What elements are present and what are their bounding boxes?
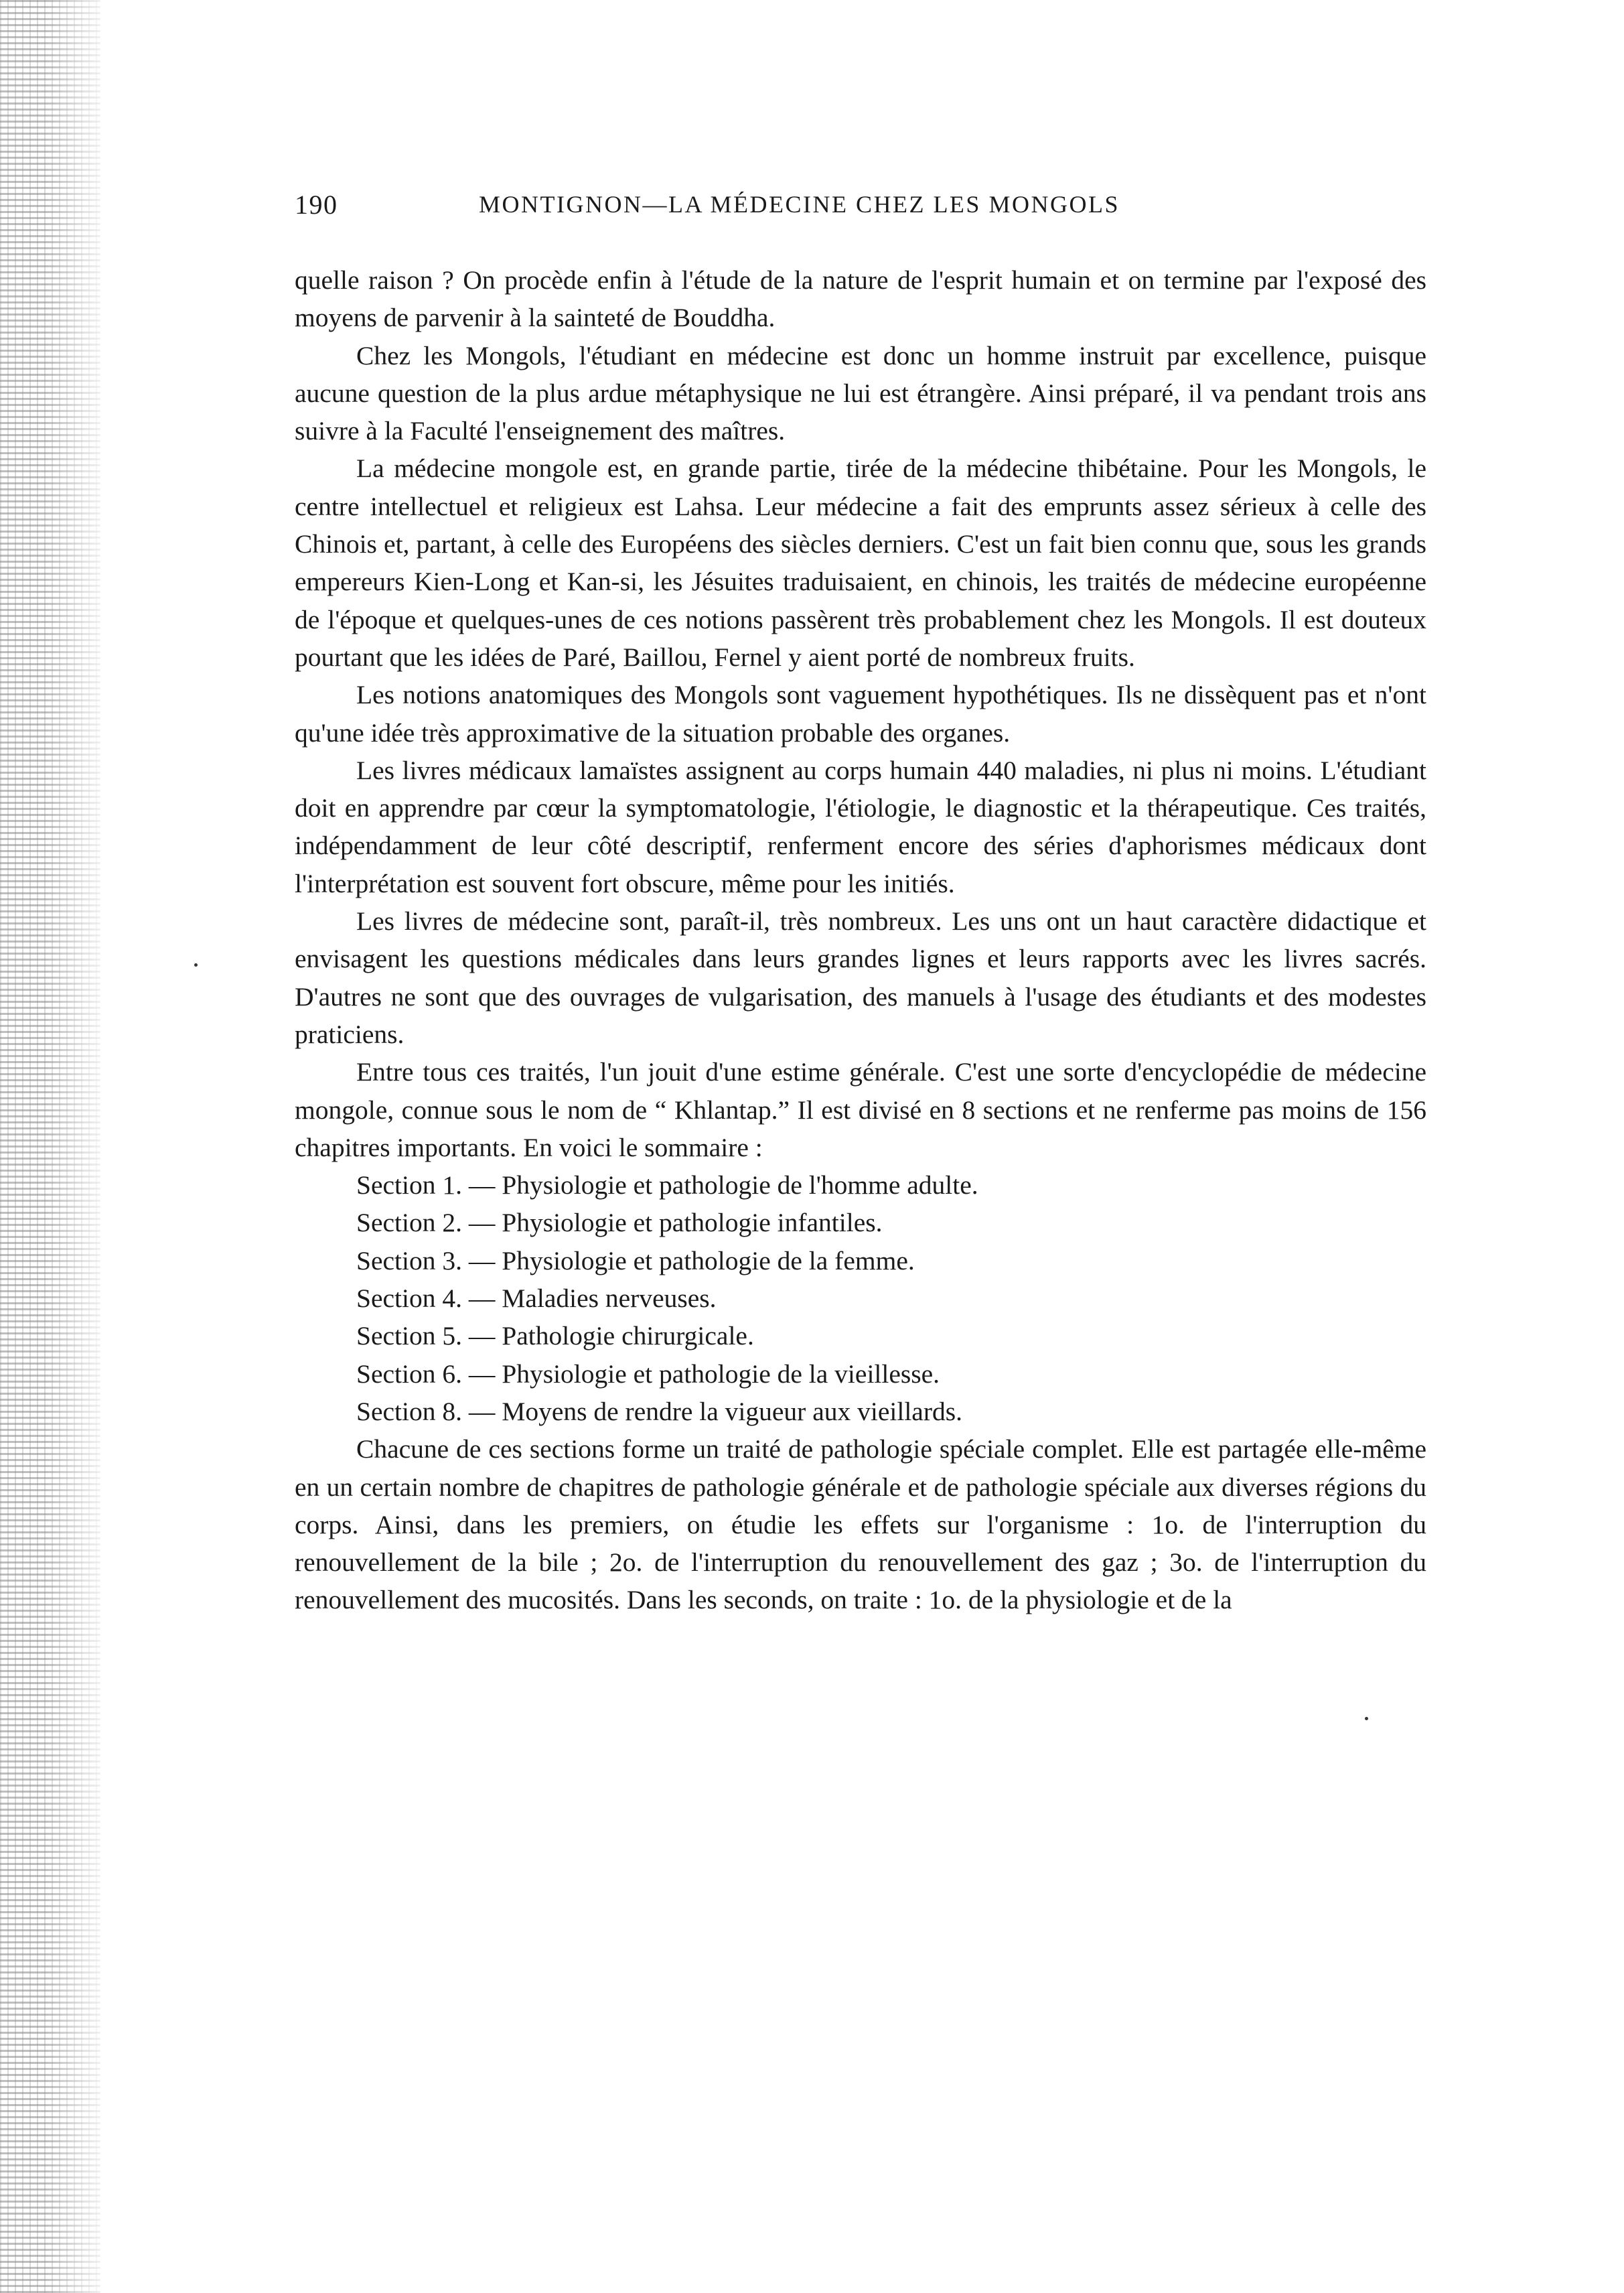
paragraph: Les livres de médecine sont, paraît-il, très nombreux. Les uns ont un haut caractère didactique et envisagent les questions médicales dans leurs grandes lignes et leurs rapports avec les livres sacrés. D'autres ne sont que des ouvrages de vulgarisation, des manuels à l'usage des étudiants et des modestes praticiens. [295,906,1426,1049]
section-label: Section 3. — [356,1245,496,1275]
paragraph: La médecine mongole est, en grande partie, tirée de la médecine thibétaine. Pour les Mongols, le centre intellectuel et religieux est Lahsa. Leur médecine a fait des emprunts assez sérieux à celle des Chinois et, partant, à celle des Européens des siècles derniers. C'est un fait bien connu que, sous les grands empereurs Kien-Long et Kan-si, les Jésuites traduisaient, en chinois, les traités de médecine européenne de l'époque et quelques-unes de ces notions passèrent très probablement chez les Mongols. Il est douteux pourtant que les idées de Paré, Baillou, Fernel y aient porté de nombreux fruits. [295,454,1426,672]
running-head [295,189,1279,222]
section-title: Physiologie et pathologie de l'homme adulte. [502,1170,978,1200]
section-label: Section 1. — [356,1170,496,1200]
paragraph: Chez les Mongols, l'étudiant en médecine est donc un homme instruit par excellence, puisque aucune question de la plus ardue métaphysique ne lui est étrangère. Ainsi préparé, il va pendant trois ans suivre à la Faculté l'enseignement des maîtres. [295,340,1426,446]
page-binding-edge [0,0,100,2293]
section-title: Pathologie chirurgicale. [502,1321,754,1351]
paragraph: Les livres médicaux lamaïstes assignent au corps humain 440 maladies, ni plus ni moins. L'étudiant doit en apprendre par cœur la symptomatologie, l'étiologie, le diagnostic et la thérapeutique. Ces traités, indépendamment de leur côté descriptif, renferment encore des séries d'aphorismes médicaux dont l'interprétation est souvent fort obscure, même pour les initiés. [295,755,1426,898]
paragraph: Entre tous ces traités, l'un jouit d'une estime générale. C'est une sorte d'encyclopédie de médecine mongole, connue sous le nom de “ Khlantap.” Il est divisé en 8 sections et ne renferme pas moins de 156 chapitres importants. En voici le sommaire : [295,1057,1426,1162]
print-speck [194,963,198,967]
section-list-item [295,1166,1426,1204]
section-label: Section 8. — [356,1396,496,1426]
section-list-item [295,1393,1426,1430]
paragraph: Chacune de ces sections forme un traité de pathologie spéciale complet. Elle est partagée elle-même en un certain nombre de chapitres de pathologie générale et de pathologie spéciale aux diverses régions du corps. Ainsi, dans les premiers, on étudie les effets sur l'organisme : 1o. de l'interruption du renouvellement de la bile ; 2o. de l'interruption du renouvellement des gaz ; 3o. de l'interruption du renouvellement des mucosités. Dans les seconds, on traite : 1o. de la physiologie et de la [295,1434,1426,1615]
running-head-title: MONTIGNON—LA MÉDECINE CHEZ LES MONGOLS [479,191,1120,218]
paragraph: quelle raison ? On procède enfin à l'étude de la nature de l'esprit humain et on termine par l'exposé des moyens de parvenir à la sainteté de Bouddha. [295,265,1426,333]
page-number: 190 [295,190,338,220]
paragraph: Les notions anatomiques des Mongols sont vaguement hypothétiques. Ils ne dissèquent pas et n'ont qu'une idée très approximative de la situation probable des organes. [295,680,1426,748]
section-label: Section 5. — [356,1321,496,1351]
section-label: Section 4. — [356,1283,496,1314]
print-speck [1365,1717,1368,1720]
section-title: Physiologie et pathologie de la femme. [502,1245,915,1275]
section-list-item [295,1204,1426,1241]
section-list-item [295,1242,1426,1279]
section-list-item [295,1355,1426,1393]
section-title: Physiologie et pathologie de la vieillesse. [502,1359,940,1389]
body-text [295,261,1426,1619]
section-list-item [295,1279,1426,1317]
section-label: Section 6. — [356,1359,496,1389]
section-title: Moyens de rendre la vigueur aux vieillards. [502,1396,962,1426]
section-title: Maladies nerveuses. [502,1283,717,1314]
section-title: Physiologie et pathologie infantiles. [502,1208,883,1238]
section-list-item [295,1317,1426,1354]
section-label: Section 2. — [356,1208,496,1238]
